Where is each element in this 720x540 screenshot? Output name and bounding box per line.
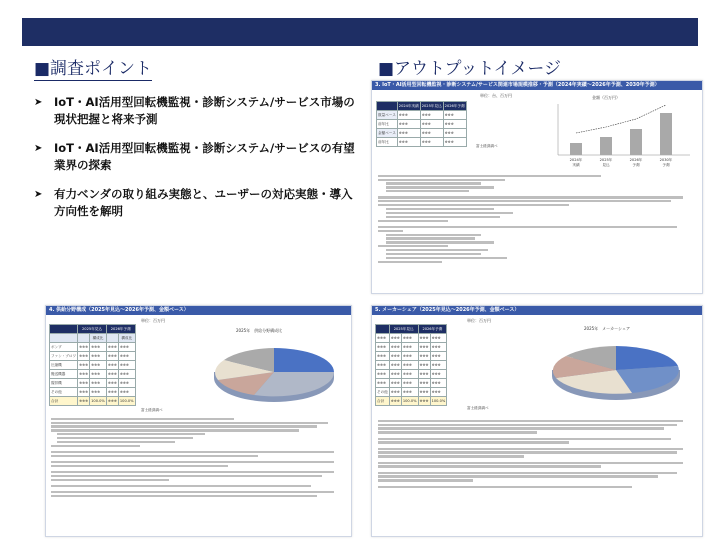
maker-share-body-text [378, 418, 696, 489]
row-label: ※※※ [376, 334, 390, 343]
row-label: 圧縮機 [50, 361, 78, 370]
forecast-x-label: 2025年 [599, 158, 613, 162]
forecast-source: 富士経済調べ [476, 144, 498, 148]
row-label: 数量ベース [377, 111, 398, 120]
forecast-table: 2024年実績 2025年見込 2026年予測 数量ベース ※※※ ※※※ ※※※ 前年比 ※※※ ※※※ ※※※ 金額ベース ※※※ ※※※ ※※※ 前年比 ※※※ ※※※ ※※※ [376, 101, 467, 147]
maker-share-panel [371, 305, 703, 537]
row-label: ポンプ [50, 343, 78, 352]
pie-slice [274, 348, 334, 372]
survey-point-item: ➤ IoT・AI活用型回転機監視・診断システム/サービスの有望業界の探索 [34, 141, 355, 172]
forecast-unit: 単位：台、百万円 [480, 93, 512, 98]
forecast-panel-title: 3. IoT・AI活用型回転機監視・診断システム/サービス関連市場規模推移・予測（2024年実績～2026年予測、2030年予測） [372, 81, 702, 90]
forecast-bar [600, 137, 612, 155]
sector-share-table: 2025年見込 2026年予測 構成比 構成比 ポンプ ※※※ ※※※ ※※※ ※※※ ファン・ブロワ ※※※ ※※※ ※※※ ※※※ 圧縮機 ※※※ ※※※ ※※※ ※※※ 搬送機器 ※※※ ※※※ ※※※ ※※※ 攪拌機 ※※※ ※※※ ※※※ ※※※ その他 ※※※ ※※※ ※※※ ※※※ 合計 ※※※ 100.0% ※※※ 100.0% [49, 324, 136, 406]
survey-points-heading: ■調査ポイント [34, 54, 152, 81]
arrow-icon: ➤ [34, 143, 43, 154]
row-label: その他 [376, 388, 390, 397]
maker-share-source: 富士経済調べ [467, 406, 489, 410]
forecast-bar [660, 113, 672, 155]
col-header: 2024年実績 [397, 102, 420, 111]
arrow-icon: ➤ [34, 189, 43, 200]
header-bar [22, 18, 698, 46]
output-image-heading: ■アウトプットイメージ [378, 54, 561, 81]
row-label: ※※※ [376, 370, 390, 379]
maker-share-title: 5. メーカーシェア（2025年見込～2026年予測、金額ベース） [372, 306, 702, 315]
sector-share-body-text [51, 416, 346, 499]
forecast-x-sublabel: 予測 [662, 163, 670, 167]
col-header: 2025年見込 [420, 102, 443, 111]
sector-pie-chart [196, 334, 346, 414]
sector-share-title: 4. 供給分野構成（2025年見込～2026年予測、金額ベース） [46, 306, 351, 315]
forecast-bar [630, 129, 642, 155]
forecast-x-sublabel: 見込 [602, 163, 610, 167]
maker-pie-chart [532, 332, 692, 412]
col-header: 2026年予測 [443, 102, 466, 111]
survey-point-item: ➤ IoT・AI活用型回転機監視・診断システム/サービス市場の現状把握と将来予測 [34, 95, 355, 126]
row-label: ※※※ [376, 361, 390, 370]
maker-pie-title: 2025年 メーカーシェア [584, 326, 630, 331]
maker-share-table: 2025年見込 2026年予測 ※※※ ※※※ ※※※ ※※※ ※※※ ※※※ ※※※ ※※※ ※※※ ※※※ ※※※ ※※※ ※※※ ※※※ ※※※ ※※※ ※※※ ※※※ ※※※ ※※※ ※※※ ※※※ ※※※ ※※※ ※※※ ※※※ ※※※ ※※※ ※※※ ※※※ その他 ※※※ ※※※ ※※※ ※※※ 合計 ※※※ 100.0% ※※※ 100.0% [375, 324, 447, 406]
forecast-x-sublabel: 予測 [632, 163, 640, 167]
row-label: 合計 [376, 397, 390, 406]
row-label: 搬送機器 [50, 370, 78, 379]
forecast-x-sublabel: 実績 [572, 163, 580, 167]
row-label: 前年比 [377, 120, 398, 129]
row-label: 前年比 [377, 138, 398, 147]
forecast-bar [570, 143, 582, 155]
forecast-x-label: 2024年 [569, 158, 583, 162]
forecast-chart-unit: 金額（百万円） [592, 95, 620, 100]
forecast-trend-line [576, 105, 666, 133]
maker-share-unit: 単位：百万円 [467, 318, 491, 323]
sector-pie-title: 2025年 供給分野構成比 [236, 328, 283, 333]
sector-share-panel [45, 305, 352, 537]
row-label: ※※※ [376, 379, 390, 388]
forecast-panel [371, 80, 703, 294]
row-label: ファン・ブロワ [50, 352, 78, 361]
survey-points-list [32, 94, 362, 232]
sector-share-source: 富士経済調べ [141, 408, 163, 412]
forecast-body-text [378, 173, 696, 265]
forecast-bar-chart [540, 99, 695, 171]
forecast-x-label: 2026年 [629, 158, 643, 162]
row-label: ※※※ [376, 352, 390, 361]
arrow-icon: ➤ [34, 97, 43, 108]
row-label: ※※※ [376, 343, 390, 352]
row-label: 合計 [50, 397, 78, 406]
pie-slice [616, 346, 678, 370]
sector-share-unit: 単位：百万円 [141, 318, 165, 323]
row-label: 金額ベース [377, 129, 398, 138]
survey-point-item: ➤ 有力ベンダの取り組み実態と、ユーザーの対応実態・導入方向性を解明 [34, 187, 353, 218]
forecast-x-label: 2030年 [659, 158, 673, 162]
row-label: その他 [50, 388, 78, 397]
row-label: 攪拌機 [50, 379, 78, 388]
